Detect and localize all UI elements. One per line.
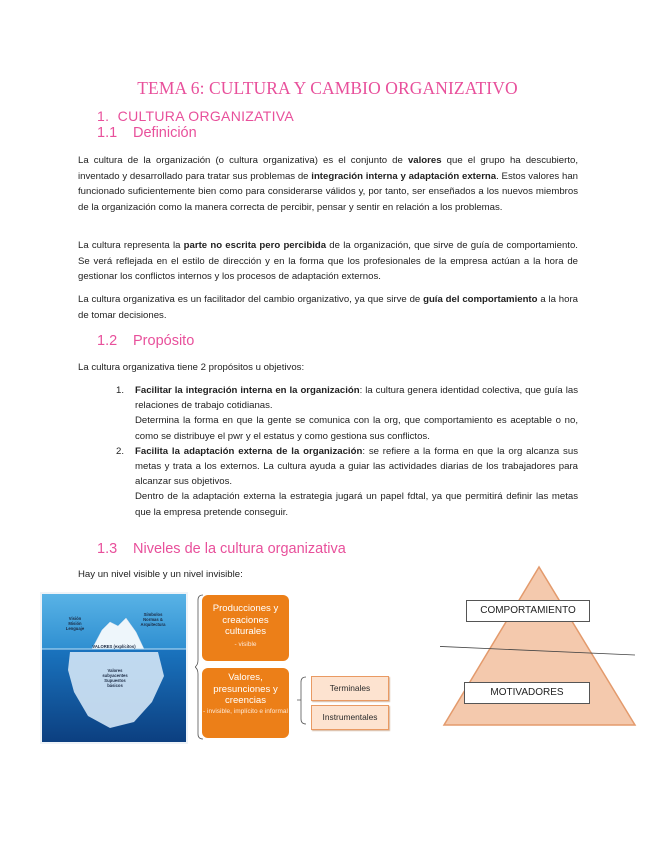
section-1-1-heading [97, 125, 197, 141]
iceberg-top-left-label: Visión Misión Lenguaje [65, 616, 85, 631]
pyramid-behavior-label: COMPORTAMIENTO [466, 600, 590, 622]
list-item-number: 1. [116, 385, 125, 396]
visible-level-box [202, 595, 289, 661]
section-1-1-number: 1.1 [97, 125, 118, 141]
list-item [78, 444, 578, 520]
section-1-title: CULTURA ORGANIZATIVA [117, 108, 295, 124]
list-item-text: : se refiere a la forma en que la org alcanza sus metas y trata a los externos. La cultura ayuda a guiar las actividades diarias de los trabajadores para alcanzar sus objetivos. [135, 445, 578, 488]
section-1-heading [97, 108, 294, 124]
bold-run: valores [407, 155, 442, 166]
iceberg-bottom-label: Valores subyacentes Supuestos básicos [102, 668, 128, 688]
section-1-2-heading [97, 333, 194, 349]
text-run: que el grupo ha descubierto, inventado y desarrollado para tratar sus problemas de [78, 155, 578, 182]
list-item-bold: Facilitar la integración interna en la organización [135, 385, 360, 396]
visible-level-title: Producciones y creaciones culturales [212, 603, 279, 637]
pyramid-motivators-label: MOTIVADORES [464, 682, 590, 704]
text-run: La cultura representa la [78, 240, 184, 251]
definition-paragraph-2 [78, 238, 578, 285]
list-item-number: 2. [116, 445, 125, 457]
text-run: La cultura organizativa es un facilitador del cambio organizativo, ya que sirve de [78, 294, 424, 305]
bold-run: parte no escrita pero percibida [183, 240, 327, 251]
section-1-2-title: Propósito [133, 333, 195, 349]
invisible-level-subtitle: - invisible, implícito e informal [203, 707, 288, 715]
bold-run: integración interna y adaptación externa [311, 170, 497, 182]
purpose-list [78, 383, 578, 520]
text-run: de la organización, que sirve de guía de comportamiento. Se verá reflejada en el estilo de dirección y en la forma que los profesionales de la empresa actúan a la hora de gestionar los conflictos internos y los procesos de adaptación externos. [78, 240, 578, 283]
section-1-2-number: 1.2 [97, 333, 118, 349]
behavior-pyramid [440, 563, 640, 731]
level-bracket [195, 594, 205, 740]
values-bracket [296, 676, 308, 726]
terminales-box: Terminales [311, 676, 389, 701]
list-item [78, 383, 578, 444]
purpose-intro: La cultura organizativa tiene 2 propósitos u objetivos: [78, 362, 305, 373]
document-title: TEMA 6: CULTURA Y CAMBIO ORGANIZATIVO [137, 78, 518, 98]
text-run: La cultura de la organización (o cultura organizativa) es el conjunto de [78, 155, 408, 166]
list-item-bold: Facilita la adaptación externa de la organización [135, 445, 363, 457]
text-run: . Estos valores han funcionado suficientemente bien como para considerarse válidos y, por tanto, ser enseñados a los nuevos miembros de la organización como la manera correcta de percibir, pensar y sentir en relación a los problemas. [78, 170, 578, 213]
section-1-3-number: 1.3 [97, 541, 118, 557]
definition-paragraph-3 [78, 292, 578, 323]
section-1-3-title: Niveles de la cultura organizativa [133, 541, 346, 557]
section-1-1-title: Definición [133, 125, 197, 141]
text-run: a la hora de tomar decisiones. [78, 294, 578, 321]
list-item-text: : la cultura genera identidad colectiva, que guía las relaciones de trabajo cotidianas. [135, 385, 578, 412]
levels-intro: Hay un nivel visible y un nivel invisible: [78, 569, 243, 580]
section-1-3-heading [97, 541, 346, 557]
visible-level-subtitle: - visible [234, 640, 257, 648]
instrumentales-box: Instrumentales [311, 705, 389, 730]
section-1-number: 1. [97, 108, 110, 124]
list-item-extra: Determina la forma en que la gente se comunica con la org, que comportamiento es aceptable o no, como se distribuye el pwr y el estatus y como gestiona sus conflictos. [135, 415, 578, 442]
definition-paragraph-1 [78, 153, 578, 215]
iceberg-top-right-label: Símbolos Normas & Arquitectura [140, 612, 166, 627]
invisible-level-box [202, 668, 289, 738]
list-item-extra: Dentro de la adaptación externa la estrategia jugará un papel fdtal, ya que permitirá definir las metas que la empresa pretende conseguir. [135, 491, 578, 518]
invisible-level-title: Valores, presunciones y creencias [213, 672, 278, 706]
iceberg-waterline-label: VALORES (explícitos) [92, 644, 136, 649]
bold-run: guía del comportamiento [423, 294, 538, 305]
iceberg-figure [40, 592, 188, 744]
